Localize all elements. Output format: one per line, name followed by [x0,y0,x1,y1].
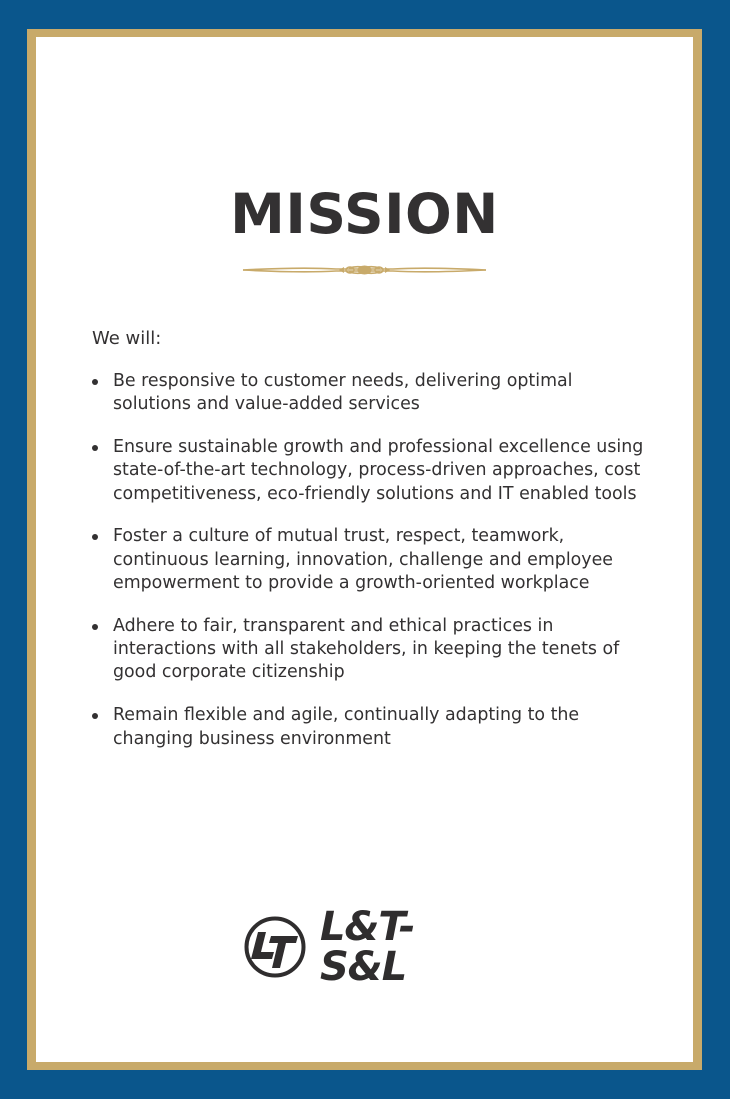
list-item [92,525,652,595]
page-title: MISSION [230,182,499,246]
bullet-icon [92,624,98,630]
list-item [92,615,652,685]
bullet-icon [92,713,98,719]
list-item-text: Foster a culture of mutual trust, respect, teamwork, continuous learning, innovation, challenge and employee empowerment to provide a growth-oriented workplace [113,526,613,594]
intro-text: We will: [92,328,162,349]
bullet-icon [92,379,98,385]
list-item [92,436,652,506]
lt-logo-icon [244,916,306,978]
logo-text: L&T-S&L [320,904,415,990]
list-item-text: Adhere to fair, transparent and ethical practices in interactions with all stakeholders, in keeping the tenets of good corporate citizenship [113,615,620,683]
company-logo [244,904,494,990]
list-item [92,704,652,751]
divider-ornament-icon [241,262,488,278]
bullet-icon [92,445,98,451]
mission-list [92,370,652,770]
bullet-icon [92,534,98,540]
list-item-text: Remain flexible and agile, continually adapting to the changing business environment [113,705,580,749]
list-item-text: Be responsive to customer needs, delivering optimal solutions and value-added services [113,371,573,415]
list-item [92,370,652,417]
mission-card [36,37,693,1062]
list-item-text: Ensure sustainable growth and professional excellence using state-of-the-art technology, process-driven approaches, cost competitiveness, eco-friendly solutions and IT enabled tools [113,437,644,504]
